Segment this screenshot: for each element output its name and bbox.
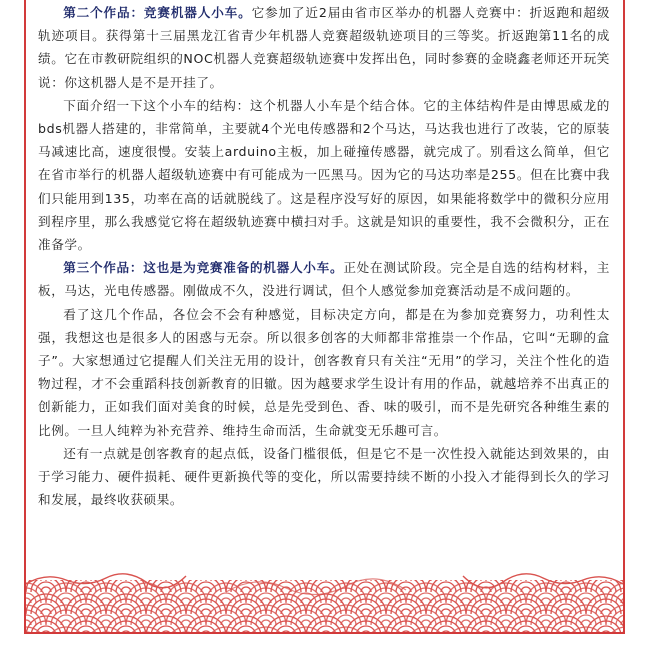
frame-right-border	[623, 0, 625, 634]
section-title-third-work: 第三个作品：这也是为竞赛准备的机器人小车。	[63, 260, 344, 276]
paragraph-third-work	[38, 256, 610, 302]
frame-left-border	[24, 0, 26, 634]
section-title-second-work: 第二个作品：竞赛机器人小车。	[63, 5, 252, 20]
paragraph-conclusion	[38, 442, 610, 512]
paragraph-second-work	[38, 1, 610, 94]
frame-bottom-border	[24, 632, 625, 634]
paragraph-text: 下面介绍一下这个小车的结构：这个机器人小车是个结合体。它的主体结构件是由博思威龙的bds机器人搭建的，非常简单，主要就4个光电传感器和2个马达，马达我也进行了改装，它的原装马减速比高，速度很慢。安装上arduino主板，加上碰撞传感器，就完成了。别看这么简单，但它在省市举行的机器人超级轨迹赛中有可能成为一匹黑马。因为它的马达功率是255。但在比赛中我们只能用到135，功率在高的话就脱线了。这是程序没写好的原因，如果能将数学中的微积分应用到程序里，那么我感觉它将在超级轨迹赛中横扫对手。这就是知识的重要性，我不会微积分，正在准备学。	[38, 97, 610, 253]
paragraph-text: 它参加了近2届由省市区举办的机器人竞赛中：折返跑和超级轨迹项目。获得第十三届黑龙江省青少年机器人竞赛超级轨迹项目的三等奖。折返跑第11名的成绩。它在市教研院组织的NOC机器人竞赛超级轨迹赛中发挥出色，同时参赛的金晓鑫老师还开玩笑说：你这机器人是不是开挂了。	[38, 5, 610, 90]
paragraph-text: 还有一点就是创客教育的起点低，设备门槛很低，但是它不是一次性投入就能达到效果的，由于学习能力、硬件损耗、硬件更新换代等的变化，所以需要持续不断的小投入才能得到长久的学习和发展，最终收获硕果。	[38, 445, 610, 508]
paragraph-text: 看了这几个作品，各位会不会有种感觉，目标决定方向，都是在为参加竞赛努力，功利性太强，我想这也是很多人的困惑与无奈。所以很多创客的大师都非常推崇一个作品，它叫“无聊的盒子”。大家想通过它提醒人们关注无用的设计，创客教育只有关注“无用”的学习，关注个性化的造物过程，才不会重蹈科技创新教育的旧辙。因为越要求学生设计有用的作品，就越培养不出真正的创新能力，正如我们面对美食的时候，总是先受到色、香、味的吸引，而不是先研究各种维生素的比例。一旦人纯粹为补充营养、维持生命而活，生命就变无乐趣可言。	[38, 306, 610, 438]
paragraph-reflection	[38, 303, 610, 442]
paragraph-structure	[38, 94, 610, 256]
paragraph-text: 正处在测试阶段。完全是自选的结构材料，主板，马达，光电传感器。刚做成不久，没进行调试，但个人感觉参加竞赛活动是不成问题的。	[38, 260, 611, 299]
wave-pattern-decoration	[26, 570, 623, 632]
article-body	[38, 0, 610, 511]
